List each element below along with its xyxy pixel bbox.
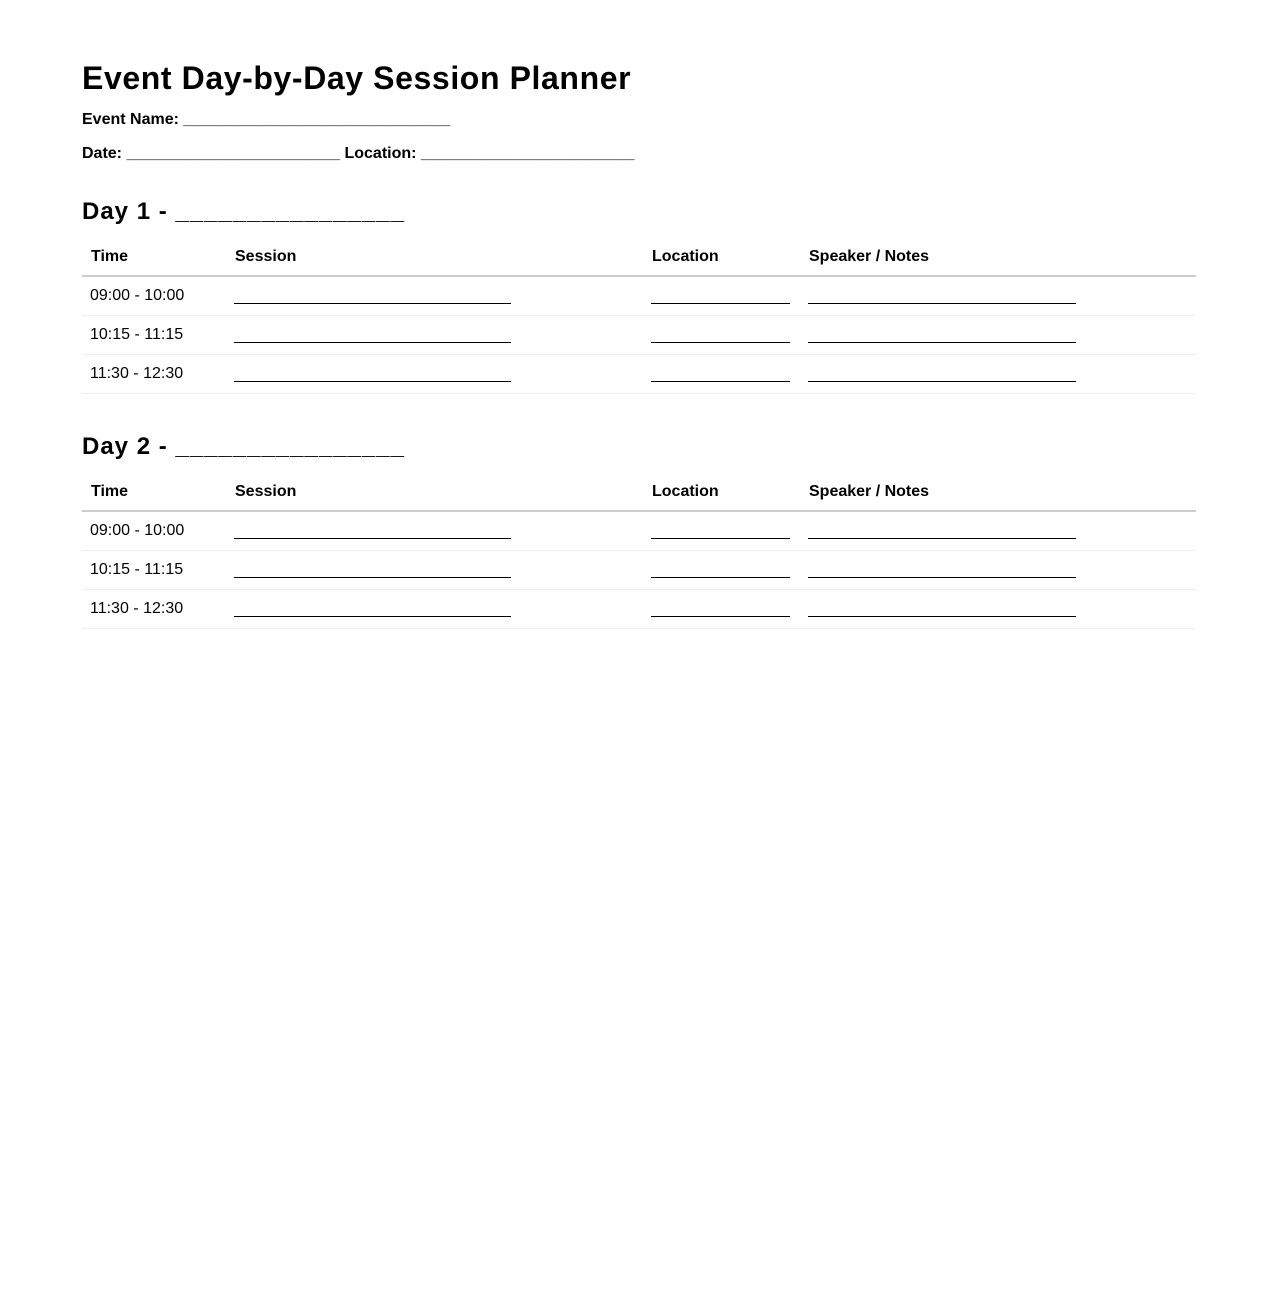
- table-header-row: [82, 249, 1196, 276]
- table-row: [82, 355, 1196, 394]
- session-cell[interactable]: [226, 276, 643, 316]
- location-cell[interactable]: [643, 511, 800, 551]
- location-cell[interactable]: [643, 316, 800, 355]
- session-cell[interactable]: [226, 316, 643, 355]
- session-cell[interactable]: [226, 511, 643, 551]
- speaker-blank-line[interactable]: [808, 293, 1076, 304]
- session-table: [82, 249, 1196, 394]
- session-cell[interactable]: [226, 590, 643, 629]
- session-blank-line[interactable]: [234, 606, 511, 617]
- speaker-blank-line[interactable]: [808, 332, 1076, 343]
- date-label: Date:: [82, 145, 123, 162]
- table-row: [82, 316, 1196, 355]
- speaker-cell[interactable]: [800, 511, 1196, 551]
- speaker-cell[interactable]: [800, 551, 1196, 590]
- time-cell: 11:30 - 12:30: [82, 355, 226, 394]
- session-blank-line[interactable]: [234, 293, 511, 304]
- location-blank-line[interactable]: [651, 293, 790, 304]
- location-cell[interactable]: [643, 590, 800, 629]
- column-header-session: Session: [226, 484, 643, 511]
- table-header-row: [82, 484, 1196, 511]
- location-blank-line[interactable]: [651, 332, 790, 343]
- time-cell: 10:15 - 11:15: [82, 551, 226, 590]
- location-blank-line[interactable]: [651, 606, 790, 617]
- location-blank[interactable]: ________________________: [420, 145, 635, 162]
- session-blank-line[interactable]: [234, 371, 511, 382]
- time-cell: 10:15 - 11:15: [82, 316, 226, 355]
- day-2-section: [82, 432, 1196, 629]
- session-blank-line[interactable]: [234, 332, 511, 343]
- speaker-blank-line[interactable]: [808, 528, 1076, 539]
- column-header-time: Time: [82, 249, 226, 276]
- table-row: [82, 590, 1196, 629]
- table-row: [82, 551, 1196, 590]
- speaker-cell[interactable]: [800, 276, 1196, 316]
- session-blank-line[interactable]: [234, 528, 511, 539]
- day-1-section: [82, 197, 1196, 394]
- speaker-cell[interactable]: [800, 590, 1196, 629]
- column-header-speaker: Speaker / Notes: [800, 484, 1196, 511]
- column-header-location: Location: [643, 484, 800, 511]
- speaker-cell[interactable]: [800, 316, 1196, 355]
- time-cell: 09:00 - 10:00: [82, 511, 226, 551]
- speaker-blank-line[interactable]: [808, 371, 1076, 382]
- date-blank[interactable]: ________________________: [126, 145, 341, 162]
- page-title: Event Day-by-Day Session Planner: [82, 60, 632, 96]
- column-header-location: Location: [643, 249, 800, 276]
- column-header-speaker: Speaker / Notes: [800, 249, 1196, 276]
- session-table: [82, 484, 1196, 629]
- speaker-blank-line[interactable]: [808, 567, 1076, 578]
- event-name-blank[interactable]: ______________________________: [183, 111, 451, 128]
- day-heading: Day 1 - ________________: [82, 198, 405, 225]
- planner-page: [82, 56, 1196, 629]
- day-heading: Day 2 - ________________: [82, 433, 405, 460]
- session-cell[interactable]: [226, 355, 643, 394]
- table-row: [82, 276, 1196, 316]
- event-name-field: [82, 110, 1196, 130]
- time-cell: 11:30 - 12:30: [82, 590, 226, 629]
- location-blank-line[interactable]: [651, 371, 790, 382]
- location-blank-line[interactable]: [651, 567, 790, 578]
- event-name-label: Event Name:: [82, 111, 179, 128]
- location-cell[interactable]: [643, 551, 800, 590]
- table-row: [82, 511, 1196, 551]
- location-cell[interactable]: [643, 355, 800, 394]
- session-cell[interactable]: [226, 551, 643, 590]
- date-location-fields: [82, 144, 1196, 164]
- speaker-cell[interactable]: [800, 355, 1196, 394]
- location-cell[interactable]: [643, 276, 800, 316]
- location-label: Location:: [344, 145, 417, 162]
- speaker-blank-line[interactable]: [808, 606, 1076, 617]
- time-cell: 09:00 - 10:00: [82, 276, 226, 316]
- session-blank-line[interactable]: [234, 567, 511, 578]
- location-blank-line[interactable]: [651, 528, 790, 539]
- column-header-session: Session: [226, 249, 643, 276]
- column-header-time: Time: [82, 484, 226, 511]
